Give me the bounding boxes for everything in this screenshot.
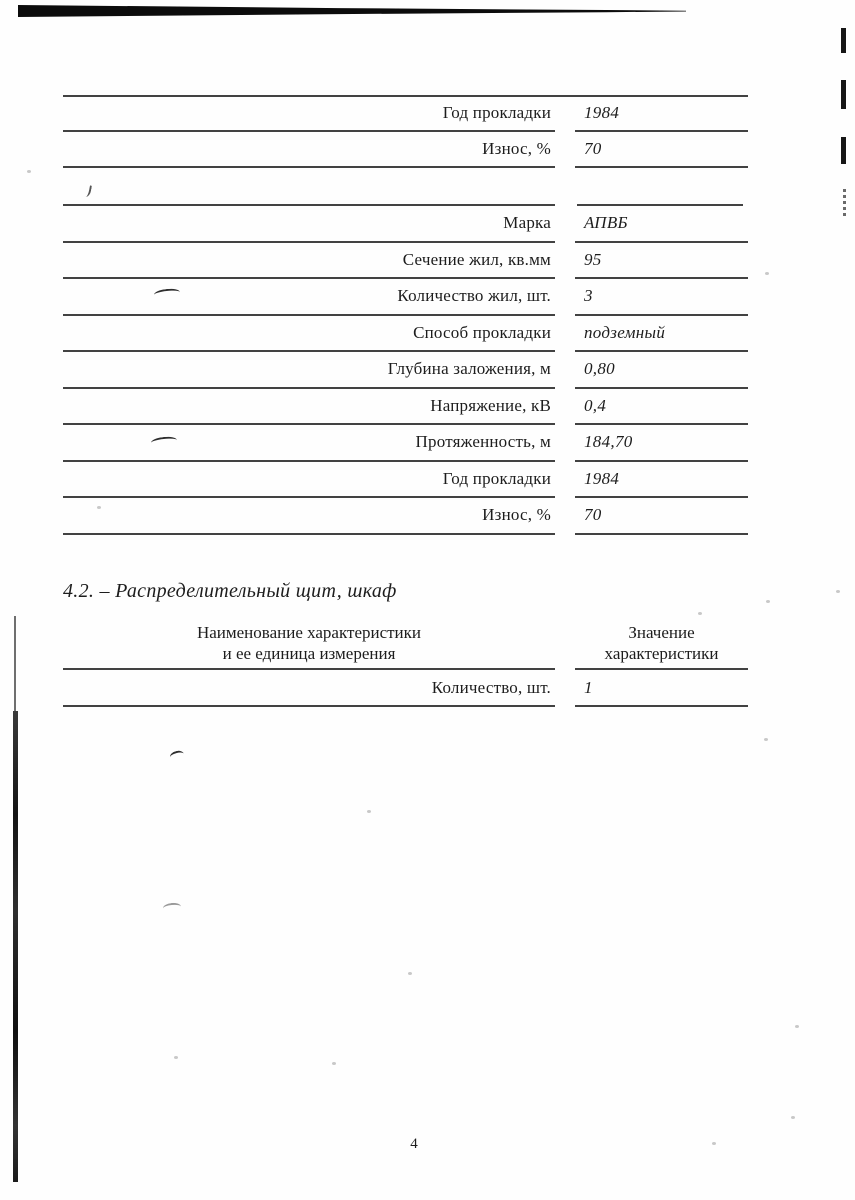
table-row — [63, 206, 748, 243]
scan-artifact-speck — [764, 738, 768, 741]
row-label: Год прокладки — [63, 462, 555, 499]
scan-artifact-left-line — [14, 616, 16, 713]
header-name-line1: Наименование характеристики — [196, 623, 422, 642]
table-row — [63, 670, 748, 707]
scan-artifact-speck — [795, 1025, 799, 1028]
header-name-column — [63, 623, 555, 670]
scan-artifact-speck — [174, 1056, 178, 1059]
section-heading: 4.2. – Распределительный щит, шкаф — [63, 580, 397, 602]
row-label: Протяженность, м — [63, 425, 555, 462]
header-value-column — [575, 623, 748, 670]
table-row — [63, 352, 748, 389]
scan-artifact-left-line — [13, 711, 18, 1182]
scan-artifact-speck — [836, 590, 840, 593]
row-label: Количество, шт. — [63, 670, 555, 707]
header-value-line2: характеристики — [604, 644, 719, 663]
scan-artifact-edge-mark — [841, 137, 846, 164]
panel-characteristics-table — [63, 623, 748, 707]
scan-artifact-top-bar — [18, 5, 686, 17]
table-row — [63, 96, 748, 132]
scan-artifact-speck — [408, 972, 412, 975]
header-value-line1: Значение — [628, 623, 695, 642]
cable-characteristics-table-top — [63, 96, 748, 168]
scan-artifact-speck — [765, 272, 769, 275]
scan-artifact-speck — [367, 810, 371, 813]
scan-artifact-squiggle — [169, 749, 185, 761]
scan-artifact-speck — [332, 1062, 336, 1065]
row-value: 1984 — [575, 462, 748, 499]
row-value: 0,4 — [575, 389, 748, 426]
row-value: 0,80 — [575, 352, 748, 389]
table-row — [63, 316, 748, 353]
table-row — [63, 389, 748, 426]
scan-artifact-speck — [698, 612, 702, 615]
row-label: Способ прокладки — [63, 316, 555, 353]
table-row — [63, 279, 748, 316]
table-row — [63, 462, 748, 499]
row-label: Глубина заложения, м — [63, 352, 555, 389]
table-row — [63, 498, 748, 535]
row-value: 3 — [575, 279, 748, 316]
scan-artifact-speck — [712, 1142, 716, 1145]
row-label: Износ, % — [63, 132, 555, 168]
row-value: 70 — [575, 132, 748, 168]
row-label: Износ, % — [63, 498, 555, 535]
row-label: Год прокладки — [63, 96, 555, 132]
row-label: Сечение жил, кв.мм — [63, 243, 555, 280]
scan-artifact-speck — [766, 600, 770, 603]
row-value: 70 — [575, 498, 748, 535]
table-row — [63, 132, 748, 168]
scan-artifact-edge-mark — [841, 28, 846, 53]
row-value: 95 — [575, 243, 748, 280]
row-label: Напряжение, кВ — [63, 389, 555, 426]
scan-artifact-squiggle — [163, 902, 182, 913]
row-value: 1984 — [575, 96, 748, 132]
row-value: АПВБ — [575, 206, 748, 243]
table-header-row — [63, 623, 748, 670]
scan-artifact-edge-mark — [841, 80, 846, 109]
table-row — [63, 425, 748, 462]
scan-artifact-speck — [27, 170, 31, 173]
scan-artifact-squiggle — [83, 184, 92, 197]
header-name-line2: и ее единица измерения — [222, 644, 396, 663]
row-label: Количество жил, шт. — [63, 279, 555, 316]
scan-artifact-speck — [791, 1116, 795, 1119]
page-number: 4 — [410, 1136, 418, 1152]
scan-artifact-edge-mark — [843, 189, 846, 217]
row-value: подземный — [575, 316, 748, 353]
cable-characteristics-table — [63, 206, 748, 535]
row-value: 1 — [575, 670, 748, 707]
table-row — [63, 243, 748, 280]
row-label: Марка — [63, 206, 555, 243]
row-value: 184,70 — [575, 425, 748, 462]
